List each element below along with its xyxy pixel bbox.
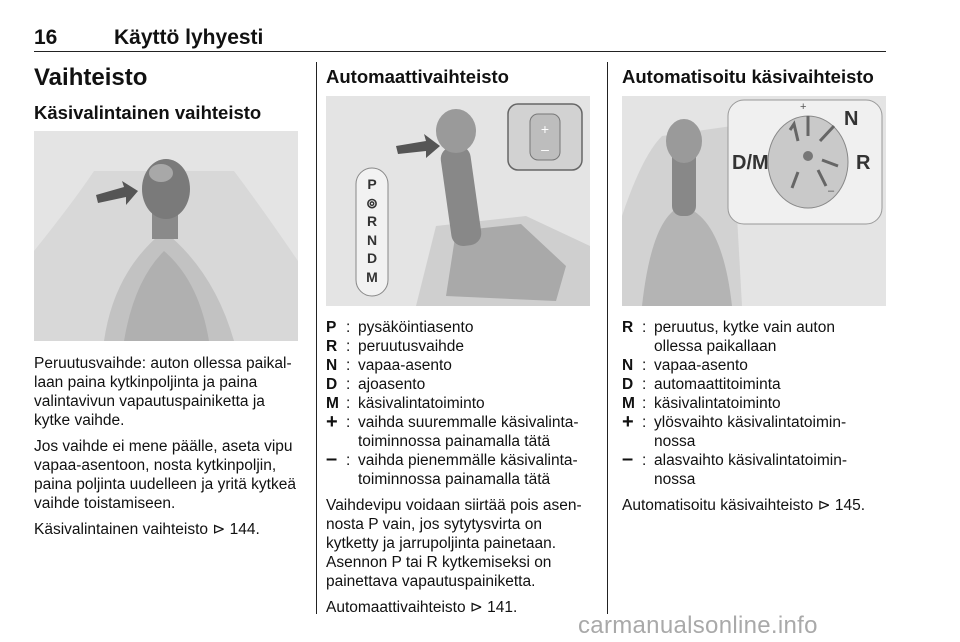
gear-label: N (366, 231, 378, 248)
col2-text (326, 496, 596, 624)
legend-row: R : peruutusvaihde (326, 338, 464, 355)
legend-row: R : peruutus, kytke vain auton ollessa paikallaan (622, 319, 835, 355)
paragraph: Automaattivaihteisto ⊳ 141. (326, 599, 518, 616)
gear-label: R (856, 152, 871, 174)
legend-row: M : käsivalintatoiminto (326, 395, 485, 412)
paragraph: Käsivalintainen vaihteisto ⊳ 144. (34, 521, 260, 538)
page-number: 16 (34, 26, 58, 49)
legend-row: N : vapaa-asento (326, 357, 452, 374)
section-title: Vaihteisto (34, 64, 148, 91)
legend-row: + : vaihda suuremmalle käsivalinta-toiminnossa painamalla tätä (326, 411, 579, 450)
gear-label: D (366, 250, 378, 266)
lock-icon: ⊚ (366, 194, 378, 211)
paragraph: Vaihdevipu voidaan siirtää pois asen-nosta P vain, jos sytytysvirta on kytketty ja jarrupoljinta painetaan. Asennon P tai R kytkemiseksi on painettava vapautuspainiketta. (326, 497, 582, 590)
col2-legend (326, 318, 596, 489)
paragraph: Automatisoitu käsivaihteisto ⊳ 145. (622, 497, 866, 514)
page-header (34, 20, 886, 52)
legend-row: – : alasvaihto käsivalintatoimin-nossa (622, 448, 847, 488)
gear-position-labels (357, 175, 387, 286)
col3-subhead: Automatisoitu käsivaihteisto (622, 66, 874, 87)
automatic-gearbox-illustration (326, 96, 590, 306)
manual-gearshift-illustration (34, 131, 298, 341)
svg-text:–: – (541, 141, 549, 157)
col1-subhead: Käsivalintainen vaihteisto (34, 102, 262, 123)
svg-text:+: + (800, 101, 807, 113)
minus-icon: – (326, 448, 338, 470)
column-divider (607, 62, 608, 614)
paragraph: Peruutusvaihde: auton ollessa paikal-laan paina kytkinpoljinta ja paina valintavivun vapautuspainiketta ja kytke vaihde. (34, 355, 292, 429)
watermark: carmanualsonline.info (578, 612, 818, 639)
automated-manual-gearbox-illustration (622, 96, 886, 306)
legend-row: D : automaattitoiminta (622, 376, 781, 393)
legend-row: M : käsivalintatoiminto (622, 395, 781, 412)
svg-text:+: + (540, 121, 550, 137)
gear-label: D/M (732, 152, 769, 174)
col3-text (622, 496, 886, 522)
gear-label: R (366, 213, 378, 229)
minus-icon: – (622, 448, 634, 470)
gear-label: M (366, 268, 378, 285)
legend-row: P : pysäköintiasento (326, 319, 474, 336)
col1-text (34, 354, 304, 546)
plus-icon: + (326, 411, 338, 433)
gear-label: N (844, 108, 859, 130)
column-divider (316, 62, 317, 614)
col2-subhead: Automaattivaihteisto (326, 66, 509, 87)
legend-row: – : vaihda pienemmälle käsivalinta-toiminnossa painamalla tätä (326, 448, 578, 488)
gear-label: P (367, 176, 377, 192)
plus-icon: + (622, 411, 634, 433)
col3-legend (622, 318, 886, 489)
legend-row: N : vapaa-asento (622, 357, 748, 374)
chapter-title: Käyttö lyhyesti (114, 26, 264, 49)
legend-row: D : ajoasento (326, 376, 426, 393)
paragraph: Jos vaihde ei mene päälle, aseta vipu vapaa-asentoon, nosta kytkinpoljin, paina poljinta uudelleen ja yritä kytkeä vaihde toistamiseen. (34, 438, 296, 512)
svg-text:–: – (828, 185, 835, 197)
legend-row: + : ylösvaihto käsivalintatoimin-nossa (622, 411, 847, 450)
